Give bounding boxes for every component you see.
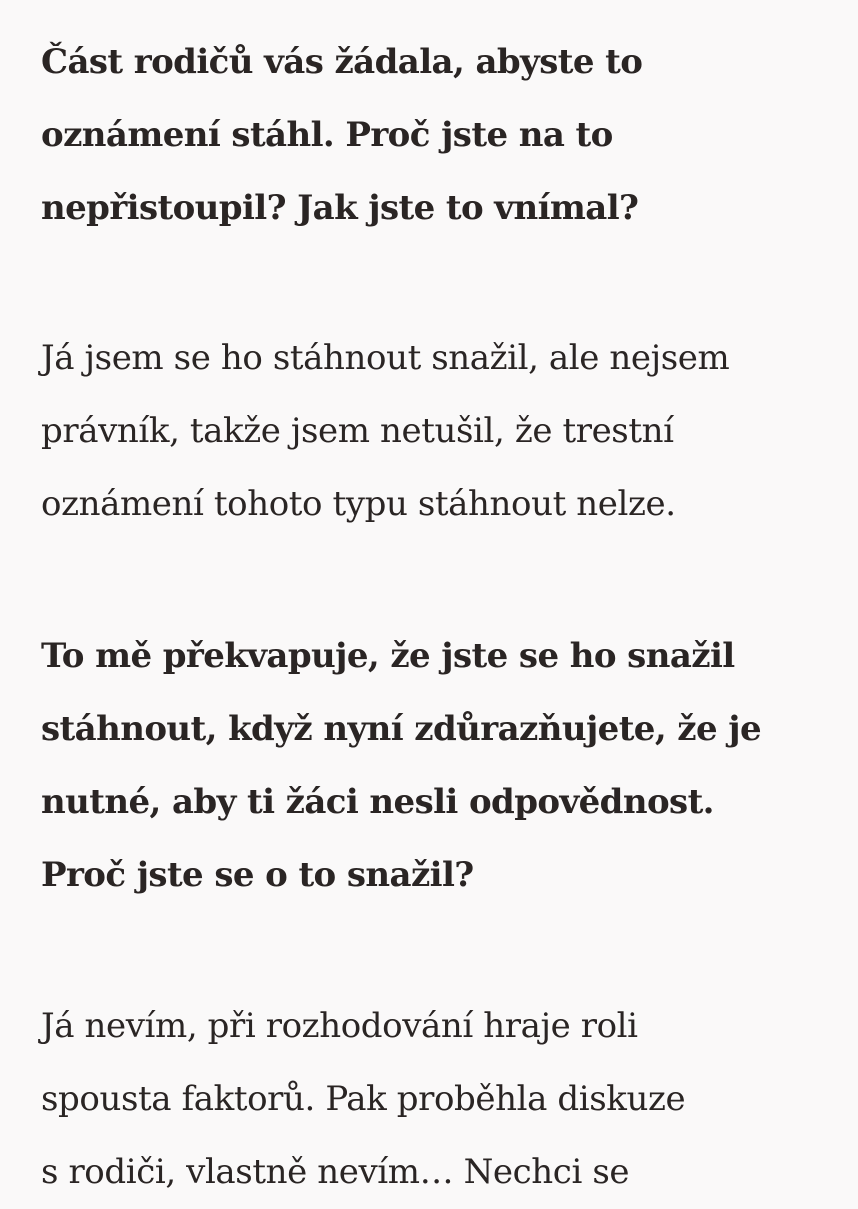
interview-answer-2	[41, 990, 685, 1209]
answer-2-line-1: Já nevím, při rozhodování hraje roli	[41, 1006, 638, 1046]
question-2-line-3: nutné, aby ti žáci nesli odpovědnost.	[41, 782, 714, 822]
interview-question-1	[41, 26, 642, 245]
answer-2-line-2: spousta faktorů. Pak proběhla diskuze	[41, 1079, 686, 1119]
interview-answer-1	[41, 322, 729, 541]
answer-1-line-2: právník, takže jsem netušil, že trestní	[41, 411, 674, 451]
question-1-line-1: Část rodičů vás žádala, abyste to	[41, 42, 643, 82]
question-1-line-3: nepřistoupil? Jak jste to vnímal?	[41, 188, 639, 228]
answer-1-line-1: Já jsem se ho stáhnout snažil, ale nejsem	[41, 338, 730, 378]
interview-question-2	[41, 620, 761, 912]
answer-1-line-3: oznámení tohoto typu stáhnout nelze.	[41, 484, 676, 524]
question-2-line-2: stáhnout, když nyní zdůrazňujete, že je	[41, 709, 762, 749]
answer-2-line-3: s rodiči, vlastně nevím… Nechci se	[41, 1152, 630, 1192]
question-2-line-1: To mě překvapuje, že jste se ho snažil	[41, 636, 735, 676]
question-1-line-2: oznámení stáhl. Proč jste na to	[41, 115, 613, 155]
question-2-line-4: Proč jste se o to snažil?	[41, 855, 474, 895]
